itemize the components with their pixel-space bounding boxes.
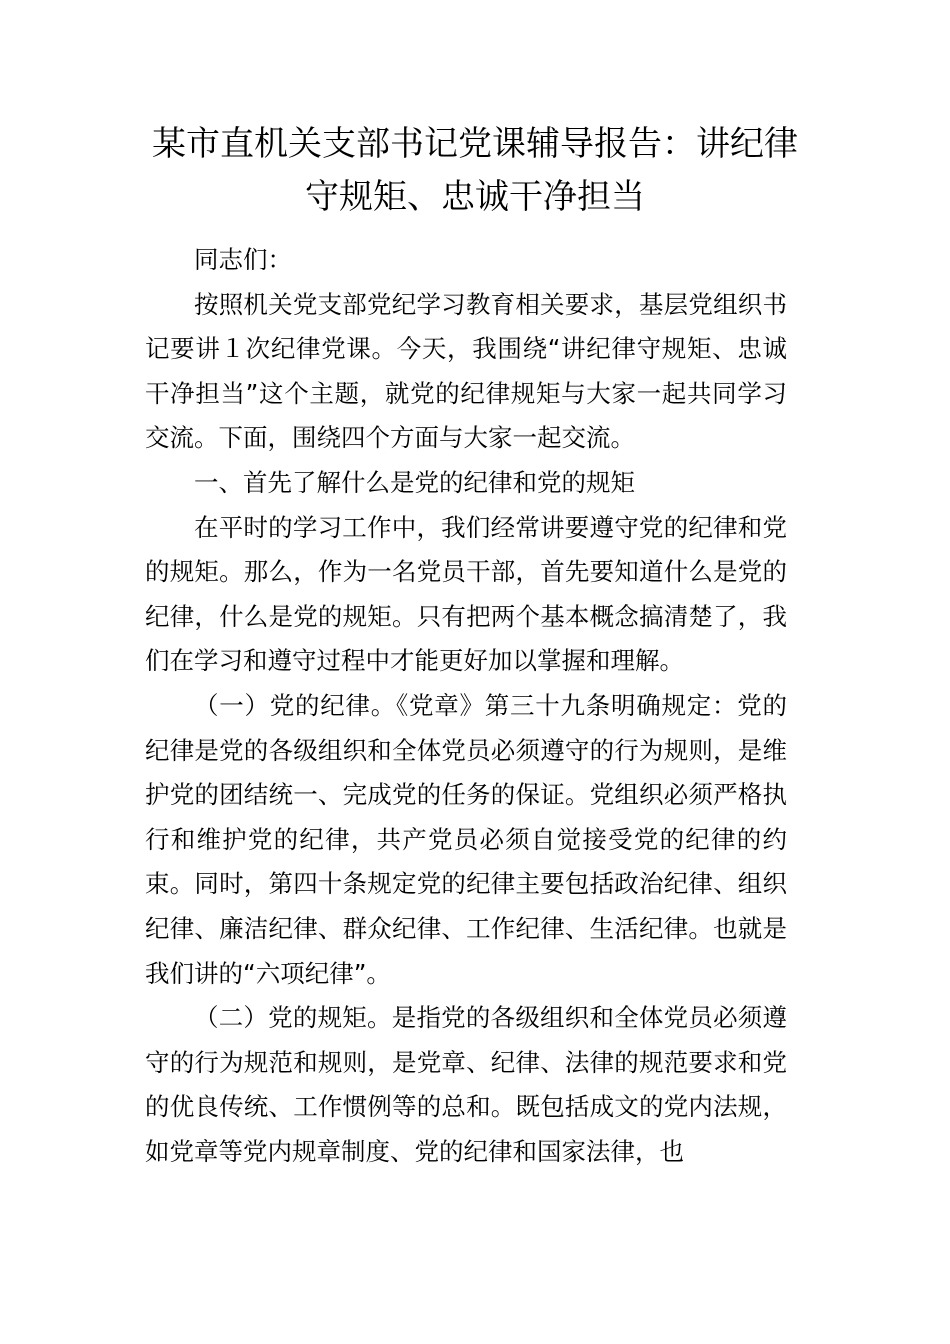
body-paragraph: 在平时的学习工作中，我们经常讲要遵守党的纪律和党的规矩。那么，作为一名党员干部，首先要知道什么是党的纪律，什么是党的规矩。只有把两个基本概念搞清楚了，我们在学习和遵守过程中才能更好加以掌握和理解。	[145, 512, 787, 676]
salutation-paragraph: 同志们：	[194, 245, 292, 274]
section-heading: 一、首先了解什么是党的纪律和党的规矩	[194, 467, 635, 497]
document-title: 某市直机关支部书记党课辅导报告：讲纪律守规矩、忠诚干净担当	[152, 124, 798, 217]
intro-paragraph: 按照机关党支部党纪学习教育相关要求，基层党组织书记要讲１次纪律党课。今天，我围绕“讲纪律守规矩、忠诚干净担当”这个主题，就党的纪律规矩与大家一起共同学习交流。下面，围绕四个方面与大家一起交流。	[145, 289, 787, 453]
party-rules-paragraph: （二）党的规矩。是指党的各级组织和全体党员必须遵守的行为规范和规则，是党章、纪律、法律的规范要求和党的优良传统、工作惯例等的总和。既包括成文的党内法规，如党章等党内规章制度、党的纪律和国家法律，也	[145, 1003, 787, 1166]
document-body	[145, 238, 787, 1174]
party-discipline-paragraph: （一）党的纪律。《党章》第三十九条明确规定：党的纪律是党的各级组织和全体党员必须遵守的行为规则，是维护党的团结统一、完成党的任务的保证。党组织必须严格执行和维护党的纪律，共产党员必须自觉接受党的纪律的约束。同时，第四十条规定党的纪律主要包括政治纪律、组织纪律、廉洁纪律、群众纪律、工作纪律、生活纪律。也就是我们讲的“六项纪律”。	[145, 690, 787, 988]
